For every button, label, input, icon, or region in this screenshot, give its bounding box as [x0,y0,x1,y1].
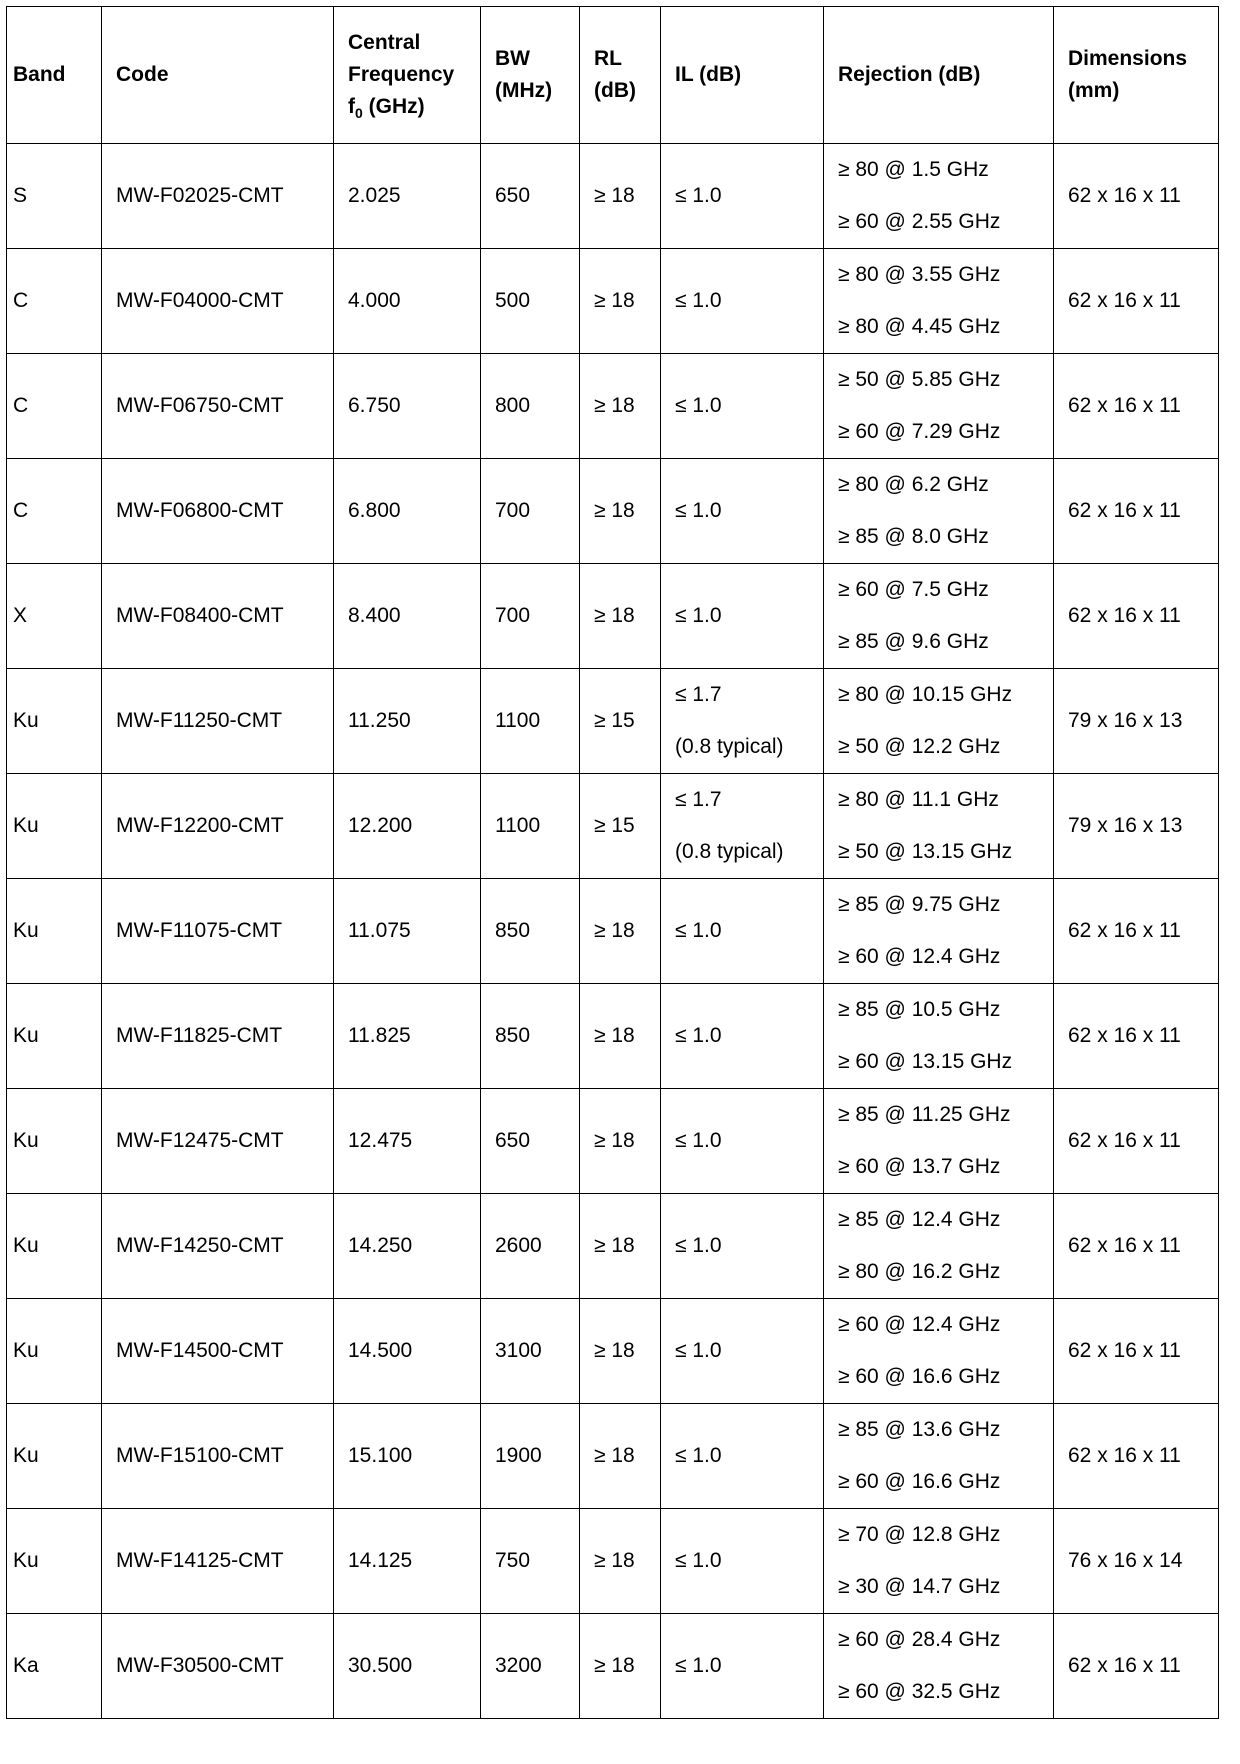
cell-il [661,564,824,669]
cell-rejection [824,144,1054,249]
cell-central-frequency: 14.250 [334,1194,481,1299]
table-row [7,1509,1219,1614]
table-row [7,1194,1219,1299]
cell-il-line: ≤ 1.0 [675,919,722,942]
cell-rejection [824,984,1054,1089]
header-central-frequency: Central Frequency $f_0$ (GHz) [334,7,481,144]
cell-rejection [824,1089,1054,1194]
cell-dimensions: 62 x 16 x 11 [1054,144,1219,249]
cell-il [661,774,824,879]
cell-bw: 1900 [481,1404,580,1509]
cell-rejection [824,1194,1054,1299]
table-row [7,354,1219,459]
cell-central-frequency: 8.400 [334,564,481,669]
cell-rejection-line: ≥ 85 @ 12.4 GHz [838,1208,1001,1231]
cell-rejection-line: ≥ 80 @ 6.2 GHz [838,473,989,496]
cell-code: MW-F14250-CMT [102,1194,334,1299]
cell-code: MW-F11825-CMT [102,984,334,1089]
cell-il [661,669,824,774]
cell-central-frequency: 6.800 [334,459,481,564]
cell-rl: ≥ 15 [580,774,661,879]
cell-code: MW-F08400-CMT [102,564,334,669]
cell-dimensions: 62 x 16 x 11 [1054,249,1219,354]
cell-rejection-line: ≥ 60 @ 16.6 GHz [838,1365,1001,1388]
cell-rejection-line: ≥ 50 @ 12.2 GHz [838,735,1001,758]
cell-bw: 700 [481,564,580,669]
cell-band: Ku [7,879,102,984]
cell-bw: 700 [481,459,580,564]
cell-rejection [824,1614,1054,1719]
cell-central-frequency: 11.825 [334,984,481,1089]
cell-dimensions: 76 x 16 x 14 [1054,1509,1219,1614]
cell-rejection-line: ≥ 80 @ 4.45 GHz [838,315,1001,338]
cell-rl: ≥ 18 [580,1509,661,1614]
cell-rejection-line: ≥ 85 @ 9.75 GHz [838,893,1001,916]
cell-il-line: ≤ 1.0 [675,394,722,417]
cell-code: MW-F15100-CMT [102,1404,334,1509]
cell-bw: 500 [481,249,580,354]
cell-rejection-line: ≥ 50 @ 5.85 GHz [838,368,1001,391]
cell-rejection [824,879,1054,984]
cell-rejection [824,354,1054,459]
cell-rl: ≥ 18 [580,1614,661,1719]
table-row [7,459,1219,564]
cell-band: S [7,144,102,249]
cell-il-line: ≤ 1.0 [675,1234,722,1257]
cell-il-line: ≤ 1.7 [675,683,722,706]
cell-bw: 750 [481,1509,580,1614]
cell-il-line: ≤ 1.0 [675,1339,722,1362]
cell-il-line: ≤ 1.0 [675,604,722,627]
cell-rejection [824,249,1054,354]
cell-bw: 850 [481,984,580,1089]
header-band: Band [7,7,102,144]
cell-il [661,879,824,984]
cell-il [661,459,824,564]
cell-bw: 1100 [481,669,580,774]
cell-code: MW-F30500-CMT [102,1614,334,1719]
header-rejection: Rejection (dB) [824,7,1054,144]
cell-il-line: ≤ 1.0 [675,1024,722,1047]
cell-dimensions: 62 x 16 x 11 [1054,354,1219,459]
cell-rejection-line: ≥ 60 @ 12.4 GHz [838,1313,1001,1336]
cell-rejection-line: ≥ 60 @ 12.4 GHz [838,945,1001,968]
cell-rl: ≥ 18 [580,1194,661,1299]
cell-central-frequency: 30.500 [334,1614,481,1719]
cell-dimensions: 79 x 16 x 13 [1054,774,1219,879]
cell-rl: ≥ 18 [580,564,661,669]
cell-rejection-line: ≥ 60 @ 2.55 GHz [838,210,1001,233]
table-row [7,144,1219,249]
cell-il-line: ≤ 1.0 [675,1444,722,1467]
cell-dimensions: 62 x 16 x 11 [1054,1614,1219,1719]
cell-code: MW-F14500-CMT [102,1299,334,1404]
cell-band: Ku [7,1509,102,1614]
cell-rejection [824,774,1054,879]
cell-dimensions: 62 x 16 x 11 [1054,879,1219,984]
cell-central-frequency: 11.075 [334,879,481,984]
cell-rejection-line: ≥ 50 @ 13.15 GHz [838,840,1013,863]
cell-rejection-line: ≥ 60 @ 16.6 GHz [838,1470,1001,1493]
cell-rejection-line: ≥ 60 @ 28.4 GHz [838,1628,1001,1651]
cell-code: MW-F11075-CMT [102,879,334,984]
cell-rejection-line: ≥ 30 @ 14.7 GHz [838,1575,1001,1598]
cell-il [661,1299,824,1404]
cell-band: Ku [7,1089,102,1194]
cell-central-frequency: 2.025 [334,144,481,249]
cell-rejection [824,459,1054,564]
header-code: Code [102,7,334,144]
cell-rejection-line: ≥ 80 @ 3.55 GHz [838,263,1001,286]
cell-dimensions: 62 x 16 x 11 [1054,459,1219,564]
cell-il [661,1194,824,1299]
cell-code: MW-F04000-CMT [102,249,334,354]
cell-rejection-line: ≥ 60 @ 13.15 GHz [838,1050,1013,1073]
cell-rejection-line: ≥ 70 @ 12.8 GHz [838,1523,1001,1546]
table-header [7,7,1219,144]
cell-rejection [824,1299,1054,1404]
cell-rejection-line: ≥ 80 @ 1.5 GHz [838,158,989,181]
cell-il [661,249,824,354]
cell-bw: 850 [481,879,580,984]
cell-rejection-line: ≥ 85 @ 13.6 GHz [838,1418,1001,1441]
cell-rejection-line: ≥ 80 @ 10.15 GHz [838,683,1013,706]
cell-rejection [824,1509,1054,1614]
cell-il-line: ≤ 1.0 [675,184,722,207]
cell-code: MW-F11250-CMT [102,669,334,774]
cell-code: MW-F12200-CMT [102,774,334,879]
table-row [7,1299,1219,1404]
cell-central-frequency: 12.200 [334,774,481,879]
cell-code: MW-F02025-CMT [102,144,334,249]
cell-rejection [824,564,1054,669]
table-row [7,249,1219,354]
cell-rejection-line: ≥ 60 @ 32.5 GHz [838,1680,1001,1703]
table-row [7,564,1219,669]
cell-dimensions: 62 x 16 x 11 [1054,1194,1219,1299]
cell-code: MW-F06800-CMT [102,459,334,564]
cell-dimensions: 62 x 16 x 11 [1054,1404,1219,1509]
cell-rejection-line: ≥ 80 @ 11.1 GHz [838,788,999,811]
table-row [7,774,1219,879]
cell-dimensions: 62 x 16 x 11 [1054,1299,1219,1404]
cell-bw: 800 [481,354,580,459]
cell-central-frequency: 14.125 [334,1509,481,1614]
cell-rejection-line: ≥ 80 @ 16.2 GHz [838,1260,1001,1283]
cell-code: MW-F06750-CMT [102,354,334,459]
cell-rl: ≥ 18 [580,879,661,984]
cell-il [661,1614,824,1719]
header-bw: BW (MHz) [481,7,580,144]
cell-il [661,1089,824,1194]
cell-bw: 650 [481,1089,580,1194]
cell-rejection [824,1404,1054,1509]
cell-central-frequency: 15.100 [334,1404,481,1509]
cell-bw: 3100 [481,1299,580,1404]
cell-rejection [824,669,1054,774]
cell-rl: ≥ 18 [580,459,661,564]
cell-il [661,1509,824,1614]
cell-rl: ≥ 18 [580,984,661,1089]
cell-rl: ≥ 18 [580,1089,661,1194]
cell-rejection-line: ≥ 60 @ 7.29 GHz [838,420,1001,443]
cell-band: C [7,249,102,354]
cell-il [661,144,824,249]
cell-rl: ≥ 18 [580,354,661,459]
cell-il-line: ≤ 1.7 [675,788,722,811]
cell-band: C [7,459,102,564]
cell-il-line: (0.8 typical) [675,840,784,863]
cell-rejection-line: ≥ 60 @ 7.5 GHz [838,578,989,601]
cell-bw: 3200 [481,1614,580,1719]
cell-il-line: ≤ 1.0 [675,289,722,312]
cell-dimensions: 62 x 16 x 11 [1054,1089,1219,1194]
cell-central-frequency: 14.500 [334,1299,481,1404]
cell-rl: ≥ 18 [580,249,661,354]
header-dimensions: Dimensions (mm) [1054,7,1219,144]
table-row [7,879,1219,984]
cell-il [661,354,824,459]
table-row [7,1614,1219,1719]
cell-rl: ≥ 15 [580,669,661,774]
cell-band: Ku [7,1194,102,1299]
cell-bw: 2600 [481,1194,580,1299]
header-row [7,7,1219,144]
cell-band: Ku [7,1299,102,1404]
cell-dimensions: 62 x 16 x 11 [1054,984,1219,1089]
cell-rl: ≥ 18 [580,1299,661,1404]
cell-il [661,984,824,1089]
cell-bw: 650 [481,144,580,249]
cell-dimensions: 79 x 16 x 13 [1054,669,1219,774]
header-rl: RL (dB) [580,7,661,144]
cell-central-frequency: 11.250 [334,669,481,774]
cell-code: MW-F14125-CMT [102,1509,334,1614]
cell-il-line: (0.8 typical) [675,735,784,758]
table-row [7,669,1219,774]
cell-il-line: ≤ 1.0 [675,1654,722,1677]
filter-spec-table [6,6,1219,1719]
cell-band: C [7,354,102,459]
cell-il-line: ≤ 1.0 [675,499,722,522]
cell-bw: 1100 [481,774,580,879]
cell-rejection-line: ≥ 85 @ 8.0 GHz [838,525,989,548]
cell-il-line: ≤ 1.0 [675,1129,722,1152]
table-row [7,1404,1219,1509]
cell-il-line: ≤ 1.0 [675,1549,722,1572]
cell-band: Ku [7,774,102,879]
cell-rejection-line: ≥ 85 @ 10.5 GHz [838,998,1001,1021]
cell-rejection-line: ≥ 60 @ 13.7 GHz [838,1155,1001,1178]
cell-central-frequency: 4.000 [334,249,481,354]
cell-band: X [7,564,102,669]
cell-il [661,1404,824,1509]
cell-rl: ≥ 18 [580,144,661,249]
table-body [7,144,1219,1719]
table-row [7,1089,1219,1194]
cell-band: Ku [7,1404,102,1509]
table-row [7,984,1219,1089]
cell-rejection-line: ≥ 85 @ 11.25 GHz [838,1103,1011,1126]
cell-band: Ka [7,1614,102,1719]
cell-band: Ku [7,984,102,1089]
cell-dimensions: 62 x 16 x 11 [1054,564,1219,669]
cell-central-frequency: 6.750 [334,354,481,459]
cell-central-frequency: 12.475 [334,1089,481,1194]
cell-rl: ≥ 18 [580,1404,661,1509]
cell-rejection-line: ≥ 85 @ 9.6 GHz [838,630,989,653]
cell-band: Ku [7,669,102,774]
header-il: IL (dB) [661,7,824,144]
cell-code: MW-F12475-CMT [102,1089,334,1194]
